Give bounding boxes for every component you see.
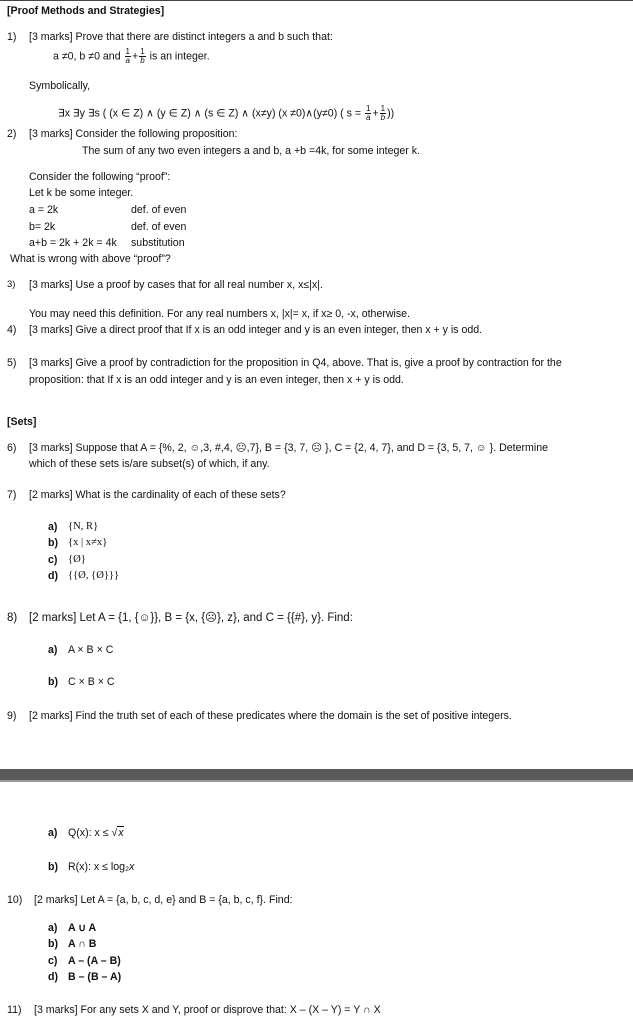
- q9-text: [2 marks] Find the truth set of each of these predicates where the domain is the set of positive integers.: [29, 710, 512, 722]
- q10-item-c-label: c): [48, 955, 58, 967]
- q4-number: 4): [7, 324, 17, 336]
- q7-item-c-label: c): [48, 554, 58, 566]
- section-title-sets: [Sets]: [7, 416, 37, 428]
- q9-item-b: [68, 860, 134, 874]
- q9-item-b-label: b): [48, 861, 58, 873]
- q9-item-a-expr: x: [118, 827, 124, 839]
- q2-number: 2): [7, 128, 17, 140]
- q10-item-a-label: a): [48, 922, 58, 934]
- q8-number: 8): [7, 612, 18, 624]
- q1-plus: +: [132, 50, 139, 63]
- q10-item-d-value: B – (B – A): [68, 971, 122, 983]
- q9-number: 9): [7, 710, 17, 722]
- q2-question: What is wrong with above “proof”?: [10, 253, 171, 265]
- q10-item-b-label: b): [48, 938, 58, 950]
- q7-item-a-value: {N, R}: [68, 521, 99, 532]
- q1-condition: [53, 48, 210, 65]
- q5-number: 5): [7, 357, 17, 369]
- q7-number: 7): [7, 489, 17, 501]
- q9-item-b-pred: R(x): x ≤ log₂: [68, 861, 130, 873]
- q2-consider: Consider the following “proof”:: [29, 171, 171, 183]
- q2-step-3-eq: a+b = 2k + 2k = 4k: [29, 237, 117, 249]
- q8-text: [2 marks] Let A = {1, {☺}}, B = {x, {☹}, z}, and C = {{#}, y}. Find:: [29, 612, 353, 624]
- q8-item-a-value: A × B × C: [68, 644, 114, 656]
- q7-item-b-value: {x | x≠x}: [68, 537, 108, 548]
- q3-text: [3 marks] Use a proof by cases that for all real number x, x≤|x|.: [29, 279, 323, 291]
- q7-item-d-label: d): [48, 570, 58, 582]
- sqrt-icon: √: [111, 827, 118, 839]
- q8-item-a-label: a): [48, 644, 58, 656]
- q7-item-a-label: a): [48, 521, 58, 533]
- q10-item-c-value: A – (A – B): [68, 955, 121, 967]
- q1-fraction-1: $\frac{1}{a}$: [125, 47, 130, 65]
- q7-text: [2 marks] What is the cardinality of each of these sets?: [29, 489, 286, 501]
- q9-item-a-label: a): [48, 827, 58, 839]
- page-break-shadow: [0, 780, 633, 782]
- q1-formula-plus: +: [372, 107, 379, 120]
- q1-formula-a: ∃x ∃y ∃s ( (x ∈ Z) ∧ (y ∈ Z) ∧ (s ∈ Z) ∧ (x≠y) (x ≠0)∧(y≠0) ( s =: [58, 107, 362, 120]
- q2-step-3-reason: substitution: [131, 237, 185, 249]
- q1-formula-b: )): [387, 107, 395, 120]
- q11-text: [3 marks] For any sets X and Y, proof or disprove that: X – (X – Y) = Y ∩ X: [34, 1004, 381, 1016]
- q10-item-a-value: A ∪ A: [68, 922, 97, 934]
- q9-item-a-pred: Q(x): x ≤: [68, 827, 109, 839]
- q6-line-1: [3 marks] Suppose that A = {%, 2, ☺,3, #,4, ☹,7}, B = {3, 7, ☹ }, C = {2, 4, 7}, and D = {3, 5, 7, ☺ }. Determine: [29, 442, 548, 454]
- q7-item-c-value: {Ø}: [68, 554, 86, 565]
- section-title-proof: [Proof Methods and Strategies]: [7, 5, 165, 17]
- q4-text: [3 marks] Give a direct proof that If x is an odd integer and y is an even integer, then x + y is odd.: [29, 324, 483, 336]
- q6-line-2: which of these sets is/are subset(s) of which, if any.: [29, 458, 270, 470]
- q10-text: [2 marks] Let A = {a, b, c, d, e} and B = {a, b, c, f}. Find:: [34, 894, 293, 906]
- q7-item-b-label: b): [48, 537, 58, 549]
- q1-formula-fraction-1: $\frac{1}{a}$: [366, 104, 371, 122]
- q2-step-1-eq: a = 2k: [29, 204, 59, 216]
- q11-number: 11): [7, 1004, 22, 1016]
- q1-formula: [58, 105, 394, 122]
- q2-let-k: Let k be some integer.: [29, 187, 134, 199]
- q1-cond-a: a ≠0, b ≠0 and: [53, 50, 121, 63]
- q1-cond-b: is an integer.: [149, 50, 210, 63]
- q1-fraction-2: $\frac{1}{b}$: [140, 47, 145, 65]
- q3-number: 3): [7, 279, 16, 290]
- q10-item-d-label: d): [48, 971, 58, 983]
- q1-text: [3 marks] Prove that there are distinct integers a and b such that:: [29, 31, 333, 43]
- q10-number: 10): [7, 894, 23, 906]
- q3-hint: You may need this definition. For any real numbers x, |x|= x, if x≥ 0, -x, otherwise.: [29, 308, 410, 320]
- q1-formula-fraction-2: $\frac{1}{b}$: [380, 104, 386, 122]
- q2-text: [3 marks] Consider the following proposition:: [29, 128, 238, 140]
- q10-item-b-value: A ∩ B: [68, 938, 97, 950]
- q5-line-1: [3 marks] Give a proof by contradiction for the proposition in Q4, above. That is, give a proof by contraction for the: [29, 357, 562, 369]
- q8-item-b-value: C × B × C: [68, 676, 115, 688]
- q7-item-d-value: {{Ø, {Ø}}}: [68, 570, 120, 581]
- q2-proposition: The sum of any two even integers a and b, a +b =4k, for some integer k.: [82, 145, 421, 157]
- q1-symbolically: Symbolically,: [29, 80, 91, 92]
- q2-step-1-reason: def. of even: [131, 204, 187, 216]
- q6-number: 6): [7, 442, 17, 454]
- q9-item-a: [68, 826, 124, 840]
- q1-number: 1): [7, 31, 17, 43]
- top-border: [0, 0, 633, 1]
- q5-line-2: proposition: that If x is an odd integer and y is an even integer, then x + y is odd.: [29, 374, 404, 386]
- q8-item-b-label: b): [48, 676, 58, 688]
- q2-step-2-reason: def. of even: [131, 221, 187, 233]
- q2-step-2-eq: b= 2k: [29, 221, 56, 233]
- q9-item-b-expr: x: [129, 861, 135, 873]
